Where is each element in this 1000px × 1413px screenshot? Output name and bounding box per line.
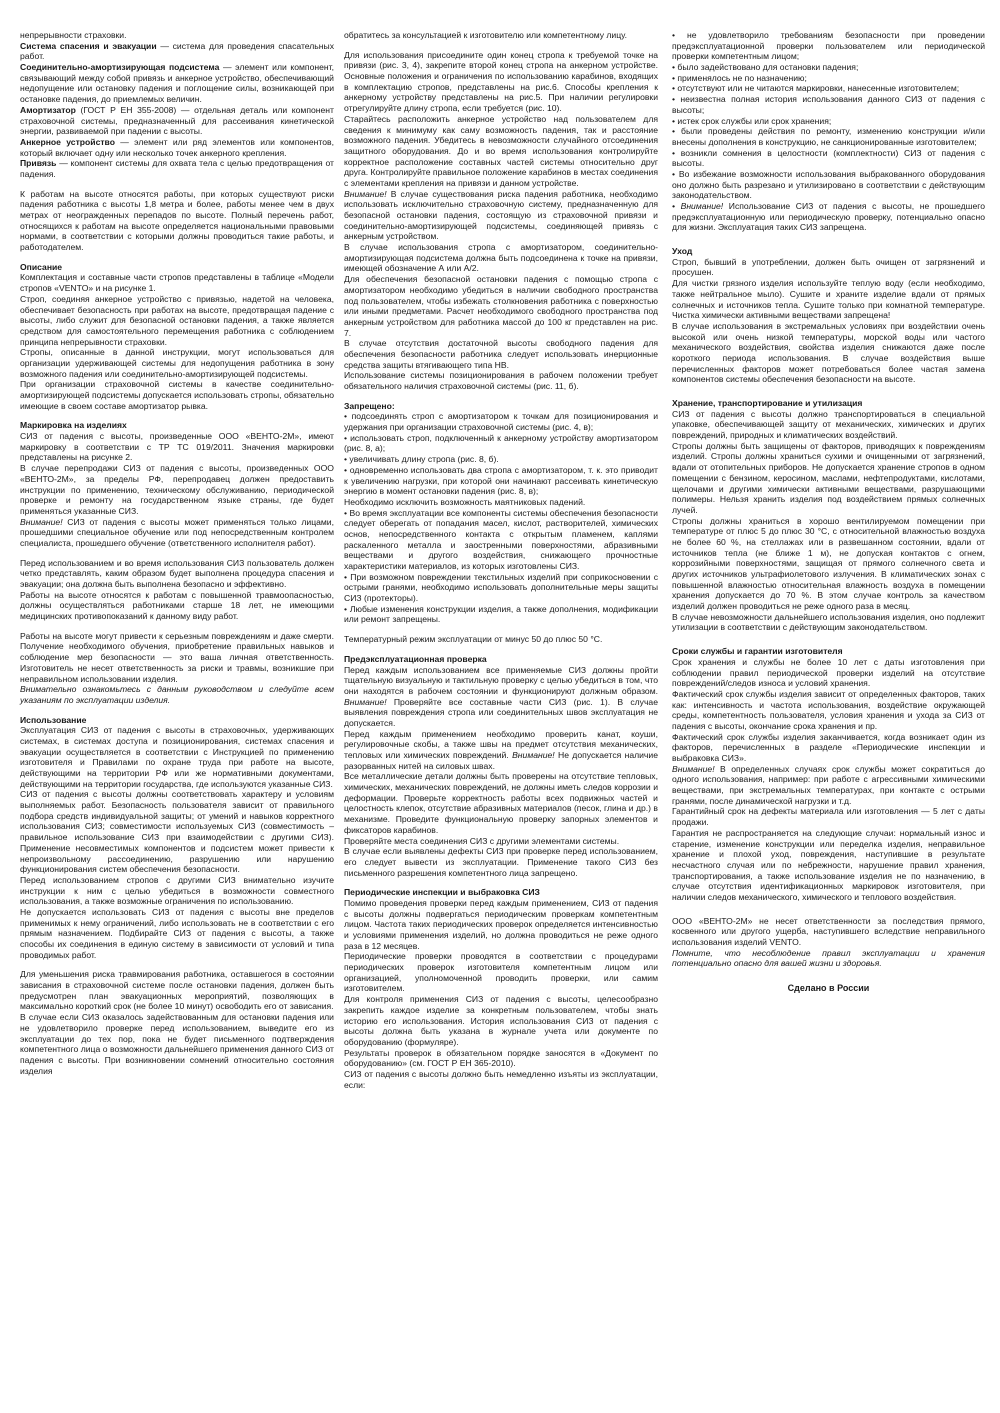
- warning-paragraph: Внимание! В определенных случаях срок службы может сократиться до одного использования, например: при работе с агрессивными химическими веществами, при экстремальных температурах, при контакте с острыми гранями, после динамической нагрузки и т.д.: [672, 763, 985, 806]
- list-item: • увеличивать длину стропа (рис. 8, б).: [344, 454, 499, 465]
- paragraph: В случае отсутствия достаточной высоты свободного падения для обеспечения безопасности работника следует использовать инерционные средства защиты втягивающего типа НВ.: [344, 338, 658, 370]
- paragraph: Эксплуатация СИЗ от падения с высоты в страховочных, удерживающих системах, в системах доступа и позиционирования, системах спасения и эвакуации осуществляется в соответствии с Инструкцией по применению изготовителя и Правилами по охране труда при работе на высоте, действующими на территории РФ или же нормативными документами, действующими на территории государства, где используются указанные СИЗ.: [20, 725, 334, 789]
- paragraph: Перед использованием и во время использования СИЗ пользователь должен четко представлять, каким образом будет выполнена процедура спасения и эвакуации; она должна быть выполнена безопасно и эффективно.: [20, 557, 334, 589]
- paragraph: При организации страховочной системы в качестве соединительно-амортизирующей подсистемы допускается использовать стропы, обязательно имеющие в своем составе амортизатор рывка.: [20, 379, 334, 411]
- list-item: • были проведены действия по ремонту, изменению конструкции и/или внесены дополнения в конструкцию, не санкционированные изготовителем;: [672, 126, 985, 147]
- list-item: • использовать строп, подключенный к анкерному устройству амортизатором (рис. 8, а);: [344, 432, 658, 454]
- paragraph: Все металлические детали должны быть проверены на отсутствие тепловых, химических, механических повреждений, не должны иметь следов коррозии и деформации. Проверьте корректность работы всех подвижных частей и целостность клепок, отсутствие абразивных материалов (песок, глина и др.) в механизме. Проведите функциональную проверку запорных элементов и фиксаторов карабинов.: [344, 771, 658, 835]
- definition-absorber: Амортизатор (ГОСТ Р ЕН 355-2008) — отдельная деталь или компонент страховочной системы, предназначенный для рассеивания кинетической энергии, развиваемой при падении с высоты.: [20, 104, 334, 137]
- column-right: [672, 30, 985, 994]
- paragraph: СИЗ от падения с высоты должно транспортироваться в специальной упаковке, обеспечивающей защиту от механических, химических и других повреждений, природных и климатических воздействий.: [672, 408, 985, 441]
- paragraph-height-work: К работам на высоте относятся работы, при которых существуют риски падения работника с высоты 1,8 метра и более, работы менее чем в двух метрах от неогражденных перепадов по высоте. Полный перечень работ, относящихся к работам на высоте определяется национальными правовыми нормами, в соответствии с которыми должны проводиться такие работы, и работодателем.: [20, 188, 334, 253]
- heading-description: Описание: [20, 261, 63, 272]
- paragraph: Гарантия не распространяется на следующие случаи: нормальный износ и старение, изменение конструкции или переделка изделия, неправильное хранение и плохой уход, повреждения, наступившие в результате несчастного случая или по небрежности, нарушение правил хранения, транспортирования, а также использование изделия не по назначению, в случае отсутствия идентификационных маркировок изготовителя, при наличии следов механического, химического и теплового воздействия.: [672, 827, 985, 902]
- definition-anchor: Анкерное устройство — элемент или ряд элементов или компонентов, который включает одну или несколько точек анкерного крепления.: [20, 136, 334, 158]
- list-item: • неизвестна полная история использования данного СИЗ от падения с высоты;: [672, 94, 985, 115]
- column-middle: [344, 30, 658, 1090]
- definition-connecting-subsystem: Соединительно-амортизирующая подсистема — элемент или компонент, связывающий между собой привязь и анкерное устройство, обеспечивающий недопущение или остановку падения и поглощение силы, возникающей при остановке падения, до приемлемых величин.: [20, 62, 334, 105]
- paragraph: Перед каждым применением необходимо проверить канат, коуши, регулировочные скобы, а также швы на предмет отсутствия механических, тепловых или химических повреждений. Внимание! Не допускается наличие разорванных нитей на силовых швах.: [344, 728, 658, 771]
- paragraph: Для обеспечения безопасной остановки падения с помощью стропа с амортизатором необходимо убедиться в наличии свободного пространства под пользователем, чтобы избежать столкновения работника с поверхностью или иными предметами. Расчет необходимого свободного пространства под анкерным устройством для работника массой до 100 кг представлен на рис. 7.: [344, 274, 658, 338]
- heading-storage: Хранение, транспортирование и утилизация: [672, 398, 863, 408]
- paragraph: Срок хранения и службы не более 10 лет с даты изготовления при соблюдении правил периодической проверки изделий на отсутствие повреждений/следов износа и условий хранения.: [672, 656, 985, 689]
- paragraph: В случае если СИЗ оказалось задействованным для остановки падения или не удовлетворило проверке перед использованием, выведите его из эксплуатации до тех пор, пока не будет письменного подтверждения компетентного лица о возможности дальнейшего применения данного СИЗ от падения с высоты. При возникновении сомнений относительно состояния изделия: [20, 1012, 334, 1076]
- paragraph: обратитесь за консультацией к изготовителю или компетентному лицу.: [344, 30, 627, 40]
- paragraph: Результаты проверок в обязательном порядке заносятся в «Документ по оборудованию» (см. ГОСТ Р ЕН 365-2010).: [344, 1047, 658, 1069]
- list-item: • было задействовано для остановки падения;: [672, 62, 859, 73]
- paragraph: Периодические проверки проводятся в соответствии с процедурами периодических проверок изготовителя компетентным лицом или организацией, уполномоченной проводить проверки, или самим изготовителем.: [344, 951, 658, 994]
- paragraph: Для чистки грязного изделия используйте теплую воду (если необходимо, также нейтральное мыло). Сушите и храните изделие вдали от прямых солнечных и источников тепла. Сушите только при комнатной температуре. Чистка химически активными веществами запрещена!: [672, 278, 985, 321]
- list-item: • одновременно использовать два стропа с амортизатором, т. к. это приводит к увеличению нагрузки, при которой они начинают рассеивать кинетическую энергию в момент остановки падения (рис. 8, в);: [344, 464, 658, 497]
- heading-service-life: Сроки службы и гарантии изготовителя: [672, 646, 843, 657]
- heading-usage: Использование: [20, 714, 87, 725]
- paragraph: Гарантийный срок на дефекты материала или изготовления — 5 лет с даты продажи.: [672, 806, 985, 828]
- paragraph: Проверяйте места соединения СИЗ с другими элементами системы.: [344, 835, 620, 846]
- list-item: • Во избежание возможности использования выбракованного оборудования оно должно быть разрезано и утилизировано в соответствии с действующим законодательством.: [672, 168, 985, 201]
- list-item: • истек срок службы или срок хранения;: [672, 115, 832, 126]
- paragraph: В случае перепродажи СИЗ от падения с высоты, произведенных ООО «ВЕНТО-2М», за пределы РФ, перепродавец должен предоставить инструкции по применению, техническому обслуживанию, периодической проверке и ремонту на государственном языке страны, где будет применяться указанные СИЗ.: [20, 463, 334, 516]
- paragraph: Работы на высоте относятся к работам с повышенной травмоопасностью, должны осуществляться работниками старше 18 лет, не имеющими медицинских противопоказаний к данному виду работ.: [20, 589, 334, 622]
- temperature-range: Температурный режим эксплуатации от минус 50 до плюс 50 °С.: [344, 634, 603, 645]
- warning-paragraph: Внимание! СИЗ от падения с высоты может применяться только лицами, прошедшими специальное обучение или под непосредственным контролем специалиста, прошедшего обучение (ответственного исполнителя работ).: [20, 516, 334, 548]
- column-left: [20, 30, 334, 1076]
- paragraph: Работы на высоте могут привести к серьезным повреждениям и даже смерти. Получение необходимого обучения, приобретение правильных навыков и соблюдение мер безопасности — это ваша личная ответственность. Изготовитель не несет ответственность за риски и травмы, возникшие при неправильном использовании изделия.: [20, 630, 334, 684]
- paragraph: Использование системы позиционирования в рабочем положении требует обязательного наличия страховочной системы (рис. 11, б).: [344, 370, 658, 391]
- definition-harness: Привязь — компонент системы для охвата тела с целью предотвращения от падения.: [20, 158, 334, 179]
- paragraph: В случае использования стропа с амортизатором, соединительно-амортизирующая подсистема должна быть подсоединена к точке на привязи, имеющей обозначение А или А/2.: [344, 242, 658, 274]
- paragraph: Помимо проведения проверки перед каждым применением, СИЗ от падения с высоты должны подвергаться периодическим проверкам компетентным лицом. Частота таких периодических проверок определяется интенсивностью и условиями применения изделий, но должна проводиться не реже одного раза в 12 месяцев.: [344, 897, 658, 951]
- paragraph: Старайтесь расположить анкерное устройство над пользователем для сведения к минимуму как саму возможность падения, так и расстояние возможного падения. Убедитесь в невозможности случайного отсоединения защитного оборудования. До и во время использования контролируйте корректное расположение составных частей системы относительно друг друга. Контролируйте правильное положение карабинов в местах соединения с элементами крепления на привязи и данном устройстве.: [344, 113, 659, 188]
- warning-list-item: • Внимание! Использование СИЗ от падения с высоты, не прошедшего предэксплуатационную или периодическую проверку, потенциально опасно для жизни. Эксплуатация таких СИЗ запрещена.: [672, 201, 985, 233]
- paragraph: Фактический срок службы изделия заканчивается, когда возникает один из факторов, перечисленных в разделе «Периодические инспекции и выбраковка СИЗ».: [672, 731, 985, 763]
- list-item: • подсоединять строп с амортизатором к точкам для позиционирования и удержания при организации страховочной системы (рис. 4, в);: [344, 411, 658, 433]
- paragraph: Перед каждым использованием все применяемые СИЗ должны пройти тщательную визуальную и тактильную проверку с целью убедиться в том, что они находятся в рабочем состоянии и функционируют должным образом. Внимание! Проверяйте все составные части СИЗ (рис. 1). В случае выявления повреждения стропа или соединительных швов эксплуатация не допускается.: [344, 664, 658, 728]
- paragraph: В случае невозможности дальнейшего использования изделия, оно подлежит утилизации в соответствии с действующим законодательством.: [672, 611, 985, 633]
- list-item: • применялось не по назначению;: [672, 72, 807, 83]
- paragraph: В случае если выявлены дефекты СИЗ при проверке перед использованием, его следует вывести из эксплуатации. Применение такого СИЗ без письменного разрешения компетентного лица запрещено.: [344, 846, 658, 878]
- list-item: • отсутствуют или не читаются маркировки, нанесенные изготовителем;: [672, 83, 960, 94]
- heading-forbidden: Запрещено:: [344, 400, 395, 411]
- liability-notice: ООО «ВЕНТО-2М» не несет ответственности за последствия прямого, косвенного или другого ущерба, наступившего вследствие неправильного использования изделий VENTO.: [672, 915, 985, 947]
- heading-care: Уход: [672, 246, 693, 257]
- read-notice: Внимательно ознакомьтесь с данным руководством и следуйте всем указаниям по эксплуатации изделия.: [20, 684, 334, 705]
- paragraph: СИЗ от падения с высоты, произведенные ООО «ВЕНТО-2М», имеют маркировку в соответствии с ТР ТС 019/2011. Значения маркировки представлены на рисунке 2.: [20, 431, 334, 463]
- paragraph: Перед использованием стропов с другими СИЗ внимательно изучите инструкции к ним с целью убедиться в возможности совместного использования, а также возможные ограничения по использованию.: [20, 874, 334, 907]
- paragraph: Для контроля применения СИЗ от падения с высоты, целесообразно закрепить каждое изделие за конкретным пользователем, чтобы знать историю его использования. История использования СИЗ от падения с высоты должна быть указана в журнале учета или документе по оборудованию (формуляре).: [344, 994, 658, 1047]
- paragraph: Строп, соединяя анкерное устройство с привязью, надетой на человека, обеспечивает безопасность при работах на высоте, предотвращая падение с высоты, либо служит для безопасной остановки падения, а также является средством для самостоятельного перемещения работника с соблюдением принципа непрерывности страховки.: [20, 293, 334, 347]
- warning-paragraph: Внимание! В случае существования риска падения работника, необходимо использовать исключительно страховочную систему, предназначенную для безопасной остановки падения, состоящую из страховочной привязи и соединительно-амортизирующей подсистемы, соединяющей привязь с анкерным устройством.: [344, 188, 658, 242]
- paragraph: Необходимо исключить возможность маятниковых падений.: [344, 496, 586, 507]
- paragraph: Не допускается использовать СИЗ от падения с высоты вне пределов применимых к нему ограничений, либо использовать не в соответствии с его прямым назначением. Подбирайте СИЗ от падения с высоты, а также способы их соединения в единую систему в зависимости от условий и типа проводимых работ.: [20, 906, 334, 960]
- list-item: • Во время эксплуатации все компоненты системы обеспечения безопасности следует оберегать от попадания масел, кислот, растворителей, химических основ, непосредственного контакта с открытым пламенем, каплями раскаленного металла и заостренными поверхностями, абразивными веществами и другого воздействия, снижающего прочностные характеристики материалов, из которых изготовлены СИЗ.: [344, 507, 658, 571]
- heading-pre-use-check: Предэксплуатационная проверка: [344, 653, 487, 664]
- list-item: • не удовлетворило требованиям безопасности при проведении предэксплуатационной проверки пользователем или периодической проверки компетентным лицом;: [672, 30, 985, 62]
- paragraph: СИЗ от падения с высоты должно быть немедленно изъяты из эксплуатации, если:: [344, 1068, 658, 1090]
- paragraph: Стропы должны быть защищены от факторов, приводящих к повреждениям изделий. Стропы должны храниться сухими и очищенными от загрязнений, вдали от отопительных приборов. Не допускается хранение стропов в одном помещении с бензином, керосином, маслами, нефтепродуктами, кислотами, щелочами и другими химически активными веществами, разрушающими полимеры. Нельзя хранить изделия под воздействием прямых солнечных лучей.: [672, 440, 985, 515]
- heading-marking: Маркировка на изделиях: [20, 420, 127, 431]
- definition-rescue: Система спасения и эвакуации — система для проведения спасательных работ.: [20, 40, 335, 62]
- made-in-russia: Сделано в России: [787, 983, 870, 994]
- safety-reminder: Помните, что несоблюдение правил эксплуатации и хранения потенциально опасно для вашей жизни и здоровья.: [672, 947, 985, 969]
- list-item: • При возможном повреждении текстильных изделий при соприкосновении с острыми гранями, необходимо использовать дополнительные меры защиты СИЗ (протекторы).: [344, 571, 658, 604]
- paragraph: Стропы должны храниться в хорошо вентилируемом помещении при температуре от плюс 5 до плюс 30 °С, с относительной влажностью воздуха не более 60 %, на стеллажах или в развешанном состоянии, вдали от источников тепла (не ближе 1 м), не допуская контактов с огнем, коррозийными поверхностями, защищая от прямого солнечного света и других источников ультрафиолетового излучения. В климатических зонах с повышенной влажностью относительная влажность воздуха в помещении хранения допускается до 70 %. В этом случае контроль за качеством изделий должен проводиться не реже одного раза в месяц.: [672, 515, 985, 612]
- paragraph: Для уменьшения риска травмирования работника, оставшегося в состоянии зависания в страховочной системе после остановки падения, должен быть предусмотрен план эвакуационных мероприятий, позволяющих в максимально короткий срок (не более 10 минут) освободить его от зависания.: [20, 969, 334, 1012]
- paragraph: Комплектация и составные части стропов представлены в таблице «Модели стропов «VENTO» и на рисунке 1.: [20, 272, 334, 294]
- paragraph: Фактический срок службы изделия зависит от определенных факторов, таких как: интенсивность и частота использования, воздействие окружающей среды, компетентность пользователя, условия хранения и ухода за СИЗ от падения с высоты, окончание срока хранения и пр.: [672, 688, 985, 731]
- list-item: • возникли сомнения в целостности (комплектности) СИЗ от падения с высоты.: [672, 147, 985, 169]
- paragraph: Строп, бывший в употреблении, должен быть очищен от загрязнений и просушен.: [672, 256, 985, 278]
- paragraph: СИЗ от падения с высоты должны соответствовать характеру и условиям выполняемых работ. Безопасность пользователя зависит от правильного подбора средств индивидуальной защиты; от умений и навыков корректного использования СИЗ; совместимости используемых СИЗ (совместимость – правильное использование СИЗ при взаимодействии с другими СИЗ). Применение несовместимых компонентов и подсистем может привести к непроизвольному рассоединению, разрушению или нарушению функционирования систем обеспечения безопасности.: [20, 789, 334, 875]
- list-item: • Любые изменения конструкции изделия, а также дополнения, модификации или ремонт запрещены.: [344, 603, 658, 625]
- paragraph: Для использования присоедините один конец стропа к требуемой точке на привязи (рис. 3, 4), закрепите второй конец стропа на анкерном устройстве. Основные положения и ограничения по использованию карабинов, входящих в комплектацию стропов, представлены на рис.6. Способы крепления к анкерному устройству представлены на рис.5. При наличии регулировки отрегулируйте длину стропа, если требуется (рис. 10).: [344, 49, 658, 114]
- paragraph: В случае использования в экстремальных условиях при воздействии очень высокой или очень низкой температуры, морской воды или частого механического воздействия, свойства изделия снижаются даже после короткого периода использования. В случае воздействия выше перечисленных факторов может потребоваться более частая замена компонентов системы обеспечения безопасности на высоте.: [672, 320, 985, 385]
- paragraph: Стропы, описанные в данной инструкции, могут использоваться для организации удерживающей системы для недопущения работника в зону возможного падения или соединительно-амортизирующей подсистемы.: [20, 347, 334, 379]
- heading-periodic-inspection: Периодические инспекции и выбраковка СИЗ: [344, 887, 540, 898]
- paragraph: непрерывности страховки.: [20, 30, 127, 40]
